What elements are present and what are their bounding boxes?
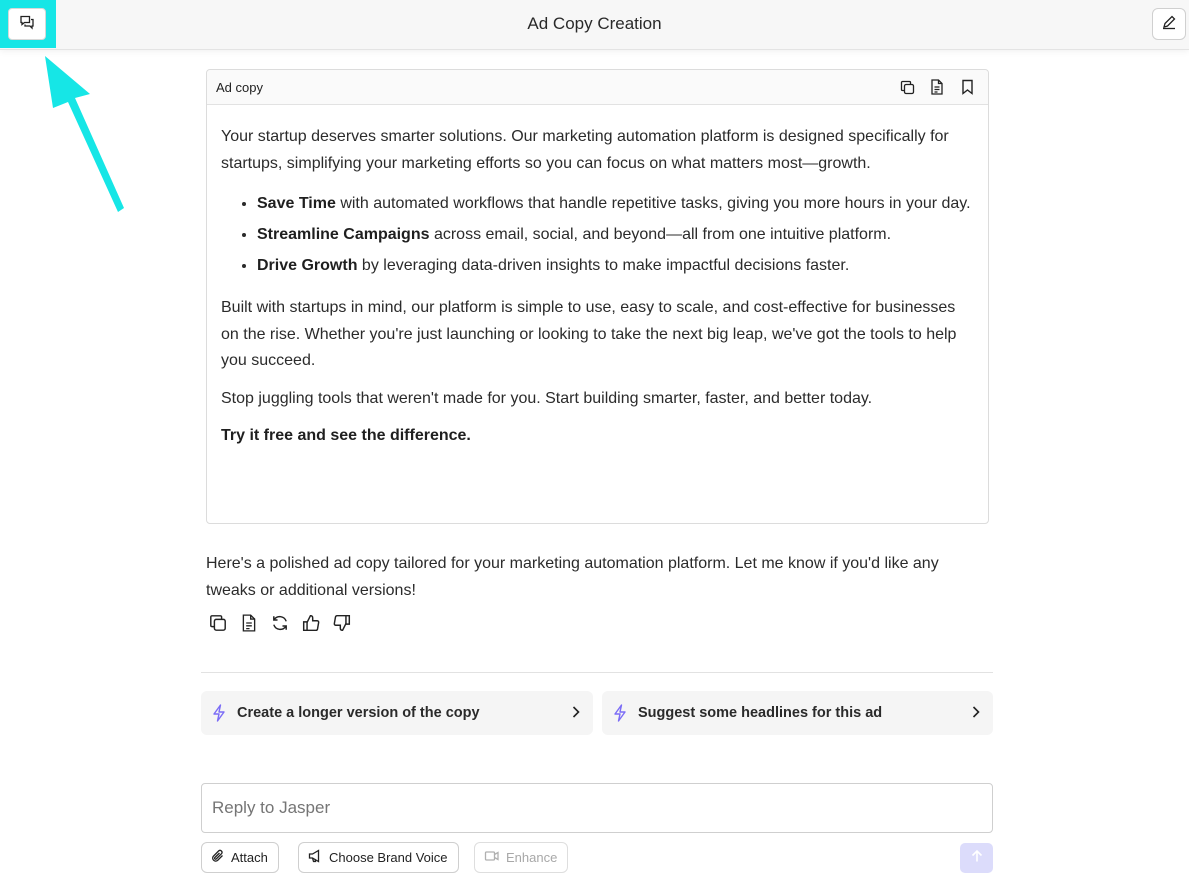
megaphone-icon: [308, 849, 323, 866]
suggestion-label: Suggest some headlines for this ad: [638, 705, 883, 721]
list-item: • Drive Growth by leveraging data-driven insights to make impactful decisions faster.: [257, 250, 974, 281]
card-header: [207, 70, 988, 105]
list-item: • Streamline Campaigns across email, social, and beyond—all from one intuitive platform.: [257, 219, 974, 250]
brand-voice-label: Choose Brand Voice: [329, 850, 448, 865]
thumbs-down-icon[interactable]: [333, 614, 351, 632]
enhance-icon: [484, 849, 500, 866]
suggestion-headlines[interactable]: [602, 691, 993, 735]
attach-button[interactable]: [201, 842, 279, 873]
thumbs-up-icon[interactable]: [302, 614, 320, 632]
reply-input[interactable]: [201, 783, 993, 833]
enhance-button[interactable]: [474, 842, 568, 873]
ad-copy-card: [206, 69, 989, 524]
card-title: Ad copy: [216, 80, 263, 95]
enhance-label: Enhance: [506, 850, 558, 865]
suggestion-label: Create a longer version of the copy: [237, 705, 480, 721]
lightning-icon: [613, 704, 629, 722]
document-icon[interactable]: [928, 78, 946, 96]
assistant-message: Here's a polished ad copy tailored for your marketing automation platform. Let me know if you'd like any tweaks or additional versions!: [206, 555, 939, 599]
new-chat-button[interactable]: [1152, 8, 1186, 40]
copy-icon[interactable]: [209, 614, 227, 632]
divider: [201, 672, 993, 673]
suggestion-longer-version[interactable]: [201, 691, 593, 735]
lightning-icon: [212, 704, 228, 722]
message-actions: [209, 614, 351, 632]
arrow-up-icon: [971, 849, 983, 868]
chevron-right-icon: [571, 705, 581, 723]
pencil-icon: [1161, 14, 1177, 35]
choose-brand-voice-button[interactable]: [298, 842, 459, 873]
list-item: • Save Time with automated workflows that handle repetitive tasks, giving you more hours in your day.: [257, 188, 974, 219]
ad-paragraph: Built with startups in mind, our platform is simple to use, easy to scale, and cost-effective for businesses on the rise. Whether you're just launching or looking to take the next big leap, we've got the tools to help you succeed.: [221, 299, 957, 369]
arrow-annotation: [40, 56, 130, 221]
paperclip-icon: [211, 849, 225, 866]
send-button[interactable]: [960, 843, 993, 873]
page-title: Ad Copy Creation: [527, 14, 662, 33]
top-bar: [0, 0, 1189, 50]
benefit-list: [257, 188, 974, 281]
copy-icon[interactable]: [898, 78, 916, 96]
ad-intro: Your startup deserves smarter solutions. Our marketing automation platform is designed specifically for startups, simplifying your marketing efforts so you can focus on what matters most—growth.: [221, 128, 949, 172]
chevron-right-icon: [971, 705, 981, 723]
attach-label: Attach: [231, 850, 268, 865]
regenerate-icon[interactable]: [271, 614, 289, 632]
document-icon[interactable]: [240, 614, 258, 632]
ad-cta: Try it free and see the difference.: [221, 427, 471, 444]
ad-paragraph: Stop juggling tools that weren't made for you. Start building smarter, faster, and better today.: [221, 389, 873, 407]
card-body: [207, 105, 988, 450]
bookmark-icon[interactable]: [958, 78, 976, 96]
